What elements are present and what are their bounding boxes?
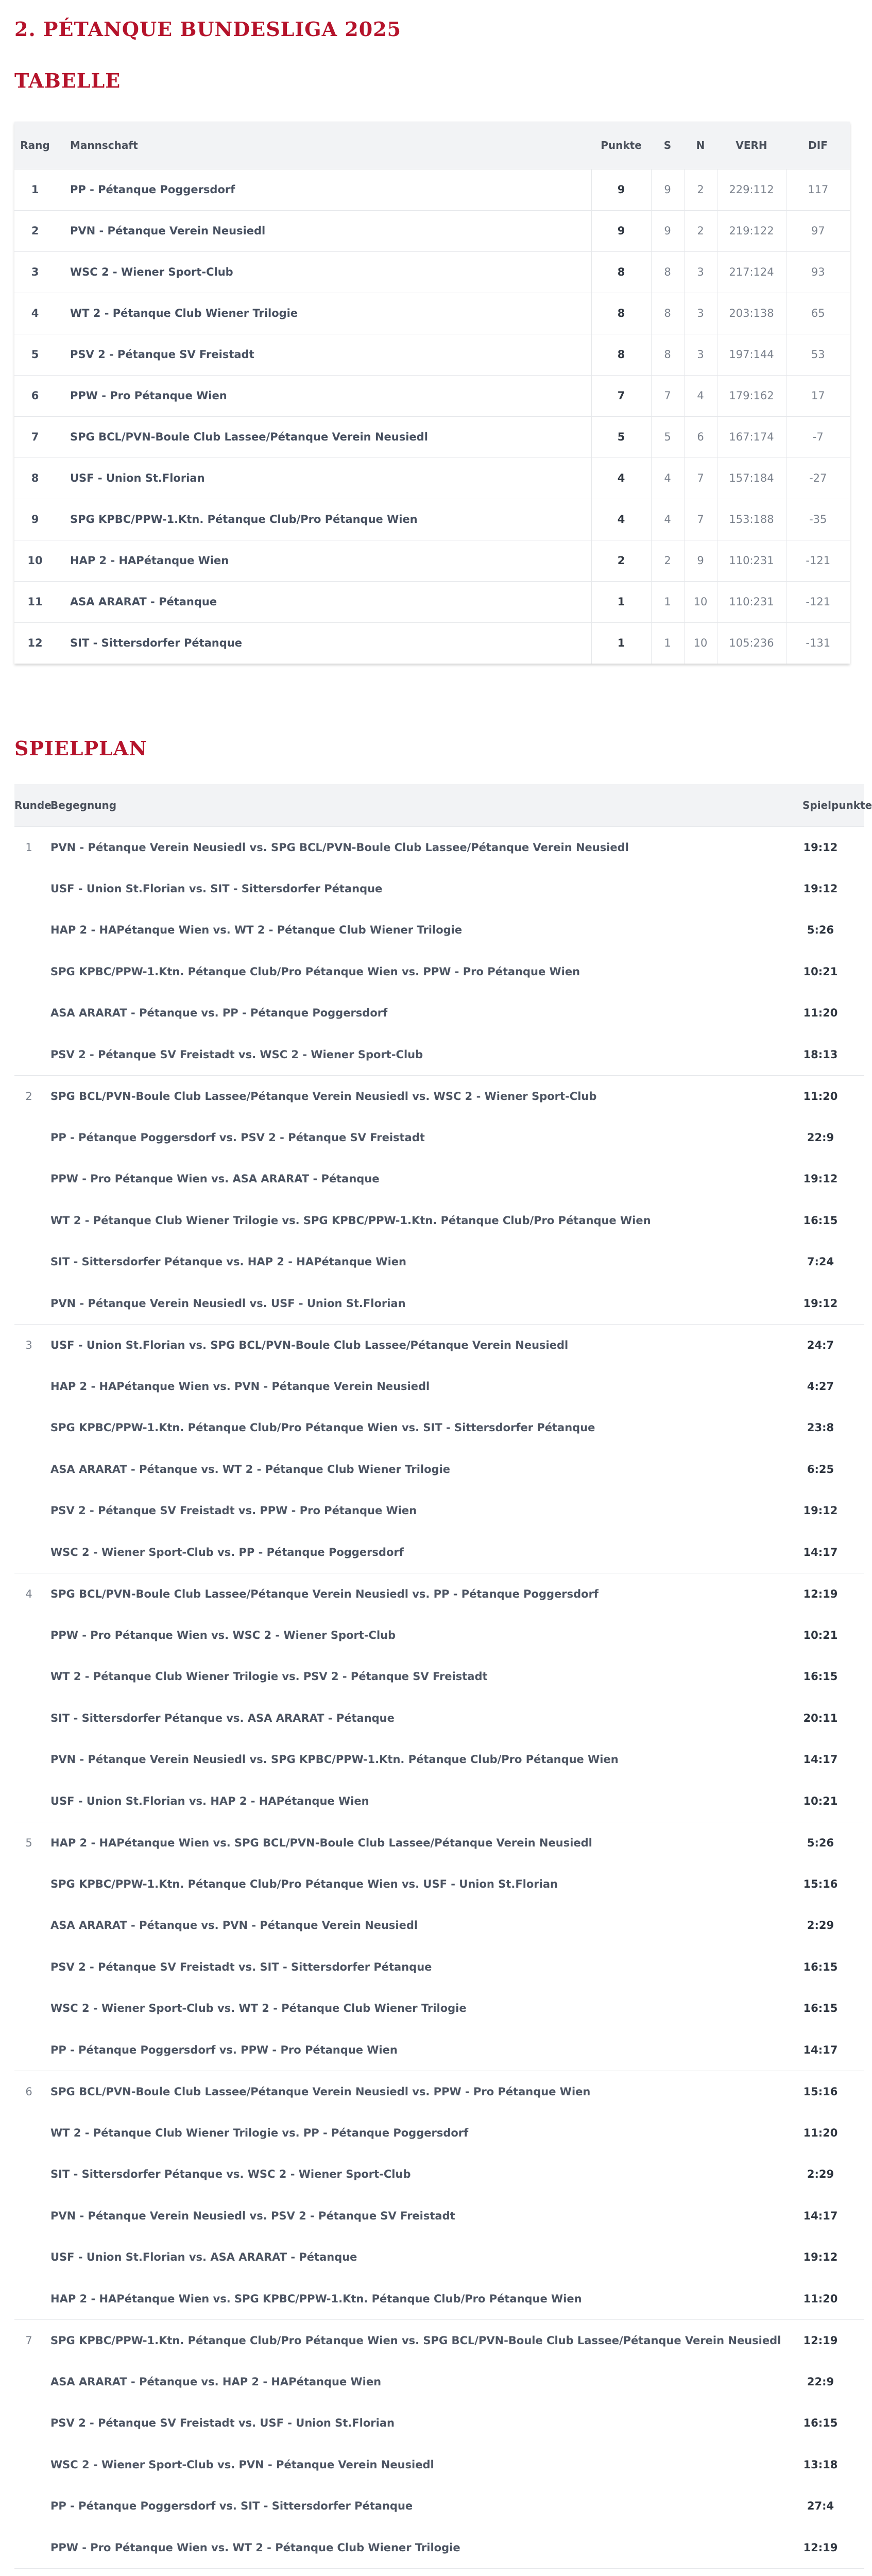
schedule-row — [14, 1075, 864, 1117]
col-wins: S — [663, 139, 672, 151]
schedule-row — [14, 1324, 864, 1366]
standings-diff: 97 — [786, 210, 850, 251]
schedule-score: 10:21 — [803, 1794, 838, 1807]
schedule-match: USF - Union St.Florian vs. ASA ARARAT - Pétanque — [50, 2251, 357, 2264]
standings-wins: 4 — [651, 499, 684, 540]
schedule-score: 19:12 — [803, 1173, 838, 1185]
schedule-round: 3 — [25, 1338, 32, 1351]
standings-team: PPW - Pro Pétanque Wien — [70, 389, 227, 402]
standings-rank: 4 — [31, 307, 39, 319]
standings-points: 5 — [591, 416, 651, 457]
schedule-round — [14, 909, 43, 951]
schedule-match: WSC 2 - Wiener Sport-Club vs. PP - Pétanque Poggersdorf — [50, 1546, 404, 1558]
schedule-match: PPW - Pro Pétanque Wien vs. WSC 2 - Wiener Sport-Club — [50, 1629, 396, 1641]
schedule-round — [14, 1158, 43, 1200]
standings-team: WT 2 - Pétanque Club Wiener Trilogie — [70, 307, 298, 319]
schedule-match: SPG KPBC/PPW-1.Ktn. Pétanque Club/Pro Pétanque Wien vs. USF - Union St.Florian — [50, 1877, 558, 1890]
schedule-score: 23:8 — [807, 1421, 834, 1434]
schedule-score: 2:29 — [807, 1919, 834, 1932]
schedule-round — [14, 2444, 43, 2486]
standings-rank: 10 — [27, 554, 43, 567]
schedule-score: 11:20 — [803, 2292, 838, 2305]
schedule-row — [14, 1158, 864, 1200]
standings-row — [14, 293, 850, 334]
standings-team: PP - Pétanque Poggersdorf — [70, 183, 235, 196]
standings-row — [14, 210, 850, 251]
standings-team: SIT - Sittersdorfer Pétanque — [70, 637, 242, 650]
standings-row — [14, 581, 850, 622]
standings-team: ASA ARARAT - Pétanque — [70, 596, 217, 608]
standings-diff: 17 — [786, 375, 850, 416]
schedule-row — [14, 2444, 864, 2486]
schedule-score: 11:20 — [803, 1007, 838, 1020]
standings-losses: 9 — [684, 540, 717, 581]
schedule-match: USF - Union St.Florian vs. SIT - Sittersdorfer Pétanque — [50, 882, 383, 895]
schedule-row — [14, 1366, 864, 1408]
standings-losses: 3 — [684, 251, 717, 293]
schedule-round: 5 — [25, 1836, 32, 1849]
standings-losses: 6 — [684, 416, 717, 457]
schedule-score: 12:19 — [803, 2541, 838, 2554]
schedule-round — [14, 1656, 43, 1698]
standings-table — [14, 122, 850, 664]
col-points: Punkte — [601, 139, 642, 151]
schedule-row — [14, 1034, 864, 1076]
schedule-match: ASA ARARAT - Pétanque vs. PVN - Pétanque Verein Neusiedl — [50, 1919, 418, 1932]
standings-team: SPG KPBC/PPW-1.Ktn. Pétanque Club/Pro Pétanque Wien — [70, 513, 418, 526]
schedule-row — [14, 1241, 864, 1283]
standings-losses: 3 — [684, 293, 717, 334]
schedule-row — [14, 2361, 864, 2403]
standings-losses: 10 — [684, 581, 717, 622]
standings-points: 1 — [591, 622, 651, 664]
standings-ratio: 153:188 — [717, 499, 786, 540]
schedule-match: ASA ARARAT - Pétanque vs. PP - Pétanque Poggersdorf — [50, 1007, 388, 1020]
standings-points: 8 — [591, 293, 651, 334]
standings-losses: 7 — [684, 499, 717, 540]
standings-row — [14, 169, 850, 210]
schedule-match: PVN - Pétanque Verein Neusiedl vs. SPG KPBC/PPW-1.Ktn. Pétanque Club/Pro Pétanque Wien — [50, 1753, 619, 1766]
schedule-score: 5:26 — [807, 1836, 834, 1849]
schedule-match: WT 2 - Pétanque Club Wiener Trilogie vs. SPG KPBC/PPW-1.Ktn. Pétanque Club/Pro Pétanque Wien — [50, 1214, 651, 1227]
standings-points: 9 — [591, 169, 651, 210]
standings-diff: -35 — [786, 499, 850, 540]
schedule-match: PSV 2 - Pétanque SV Freistadt vs. PPW - Pro Pétanque Wien — [50, 1504, 417, 1517]
standings-rank: 9 — [31, 513, 39, 526]
schedule-row — [14, 2568, 864, 2576]
schedule-match: HAP 2 - HAPétanque Wien vs. PVN - Pétanque Verein Neusiedl — [50, 1380, 430, 1393]
schedule-round — [14, 2029, 43, 2071]
col-ratio: VERH — [736, 139, 767, 151]
schedule-round — [14, 1407, 43, 1449]
schedule-match: SPG KPBC/PPW-1.Ktn. Pétanque Club/Pro Pétanque Wien vs. SIT - Sittersdorfer Pétanque — [50, 1421, 595, 1434]
schedule-header-row — [14, 784, 864, 826]
schedule-row — [14, 1781, 864, 1822]
schedule-row — [14, 2112, 864, 2154]
schedule-match: PVN - Pétanque Verein Neusiedl vs. SPG BCL/PVN-Boule Club Lassee/Pétanque Verein Neusiedl — [50, 841, 629, 854]
standings-diff: -121 — [786, 581, 850, 622]
schedule-match: SPG BCL/PVN-Boule Club Lassee/Pétanque Verein Neusiedl vs. PP - Pétanque Poggersdorf — [50, 1587, 599, 1600]
standings-wins: 1 — [651, 622, 684, 664]
standings-ratio: 157:184 — [717, 457, 786, 499]
schedule-score: 18:13 — [803, 1048, 838, 1061]
schedule-row — [14, 1946, 864, 1988]
schedule-round — [14, 2278, 43, 2320]
schedule-row — [14, 909, 864, 951]
schedule-round — [14, 1034, 43, 1076]
schedule-row — [14, 2236, 864, 2278]
schedule-match: PSV 2 - Pétanque SV Freistadt vs. USF - Union St.Florian — [50, 2417, 395, 2430]
schedule-match: HAP 2 - HAPétanque Wien vs. SPG KPBC/PPW-1.Ktn. Pétanque Club/Pro Pétanque Wien — [50, 2292, 582, 2305]
standings-team: HAP 2 - HAPétanque Wien — [70, 554, 229, 567]
standings-rank: 5 — [31, 348, 39, 361]
schedule-row — [14, 1905, 864, 1946]
standings-team: PVN - Pétanque Verein Neusiedl — [70, 225, 266, 237]
schedule-row — [14, 1863, 864, 1905]
schedule-match: PP - Pétanque Poggersdorf vs. PPW - Pro Pétanque Wien — [50, 2043, 398, 2056]
schedule-score: 5:26 — [807, 924, 834, 937]
schedule-match: WT 2 - Pétanque Club Wiener Trilogie vs. PP - Pétanque Poggersdorf — [50, 2126, 469, 2139]
schedule-score: 10:21 — [803, 1629, 838, 1641]
schedule-score: 12:19 — [803, 1587, 838, 1600]
schedule-round — [14, 992, 43, 1034]
standings-ratio: 179:162 — [717, 375, 786, 416]
schedule-round — [14, 2402, 43, 2444]
schedule-match: PP - Pétanque Poggersdorf vs. SIT - Sittersdorfer Pétanque — [50, 2500, 413, 2513]
standings-wins: 7 — [651, 375, 684, 416]
standings-row — [14, 499, 850, 540]
standings-points: 1 — [591, 581, 651, 622]
schedule-score: 16:15 — [803, 2002, 838, 2015]
schedule-score: 22:9 — [807, 1131, 834, 1144]
standings-ratio: 167:174 — [717, 416, 786, 457]
schedule-row — [14, 1615, 864, 1656]
col-diff: DIF — [808, 139, 828, 151]
page-title: 2. PÉTANQUE BUNDESLIGA 2025 — [14, 18, 402, 41]
schedule-score — [797, 2568, 864, 2576]
schedule-score: 27:4 — [807, 2500, 834, 2513]
schedule-match: PSV 2 - Pétanque SV Freistadt vs. SIT - Sittersdorfer Pétanque — [50, 1960, 432, 1973]
schedule-round — [14, 1698, 43, 1739]
standings-row — [14, 375, 850, 416]
standings-row — [14, 622, 850, 664]
standings-losses: 10 — [684, 622, 717, 664]
standings-table-card — [14, 122, 850, 664]
schedule-round — [14, 2568, 43, 2576]
schedule-round — [14, 2236, 43, 2278]
schedule-score: 19:12 — [803, 841, 838, 854]
standings-wins: 8 — [651, 293, 684, 334]
schedule-row — [14, 868, 864, 910]
schedule-round — [14, 1946, 43, 1988]
schedule-table — [14, 784, 872, 2576]
schedule-match: HAP 2 - HAPétanque Wien vs. WT 2 - Pétanque Club Wiener Trilogie — [50, 924, 463, 937]
standings-wins: 9 — [651, 169, 684, 210]
schedule-match: SPG BCL/PVN-Boule Club Lassee/Pétanque Verein Neusiedl vs. PPW - Pro Pétanque Wien — [50, 2085, 591, 2098]
schedule-match: SPG KPBC/PPW-1.Ktn. Pétanque Club/Pro Pétanque Wien vs. SPG BCL/PVN-Boule Club Lassee/Pétanque Verein Neusiedl — [50, 2334, 781, 2347]
schedule-round — [14, 2154, 43, 2195]
schedule-match: ASA ARARAT - Pétanque vs. HAP 2 - HAPétanque Wien — [50, 2375, 382, 2388]
schedule-row — [14, 2071, 864, 2112]
standings-ratio: 219:122 — [717, 210, 786, 251]
schedule-score: 14:17 — [803, 2209, 838, 2222]
schedule-row — [14, 1283, 864, 1325]
schedule-match: HAP 2 - HAPétanque Wien vs. SPG BCL/PVN-Boule Club Lassee/Pétanque Verein Neusiedl — [50, 1836, 592, 1849]
standings-rank: 12 — [27, 637, 43, 650]
schedule-round: 6 — [25, 2085, 32, 2098]
standings-wins: 2 — [651, 540, 684, 581]
col-team: Mannschaft — [70, 139, 138, 151]
schedule-row — [14, 1988, 864, 2029]
standings-diff: -7 — [786, 416, 850, 457]
col-score: Spielpunkte — [802, 799, 872, 811]
schedule-match: SIT - Sittersdorfer Pétanque vs. HAP 2 - HAPétanque Wien — [50, 1256, 406, 1268]
schedule-match: PPW - Pro Pétanque Wien vs. WT 2 - Pétanque Club Wiener Trilogie — [50, 2541, 460, 2554]
schedule-score: 6:25 — [807, 1463, 834, 1476]
standings-ratio: 229:112 — [717, 169, 786, 210]
standings-header-row — [14, 122, 850, 169]
schedule-score: 14:17 — [803, 1753, 838, 1766]
standings-losses: 2 — [684, 169, 717, 210]
standings-rank: 3 — [31, 266, 39, 278]
standings-diff: -131 — [786, 622, 850, 664]
schedule-round — [14, 1905, 43, 1946]
standings-wins: 8 — [651, 251, 684, 293]
schedule-match — [43, 2568, 797, 2576]
schedule-round — [14, 1366, 43, 1408]
schedule-score: 16:15 — [803, 1960, 838, 1973]
schedule-round — [14, 1532, 43, 1573]
schedule-round — [14, 2527, 43, 2569]
standings-losses: 3 — [684, 334, 717, 375]
schedule-row — [14, 2195, 864, 2237]
standings-row — [14, 334, 850, 375]
schedule-row — [14, 1117, 864, 1159]
schedule-score: 13:18 — [803, 2458, 838, 2471]
schedule-score: 19:12 — [803, 1504, 838, 1517]
schedule-round: 4 — [25, 1587, 32, 1600]
col-rang: Rang — [20, 139, 50, 151]
schedule-score: 11:20 — [803, 2126, 838, 2139]
schedule-row — [14, 1739, 864, 1781]
standings-rank: 1 — [31, 183, 39, 196]
schedule-round: 7 — [25, 2334, 32, 2347]
standings-points: 9 — [591, 210, 651, 251]
schedule-round — [14, 1863, 43, 1905]
standings-team: PSV 2 - Pétanque SV Freistadt — [70, 348, 254, 361]
col-losses: N — [696, 139, 705, 151]
standings-rank: 8 — [31, 472, 39, 484]
schedule-round — [14, 868, 43, 910]
schedule-score: 16:15 — [803, 1214, 838, 1227]
schedule-row — [14, 1573, 864, 1615]
schedule-row — [14, 1200, 864, 1242]
schedule-row — [14, 2402, 864, 2444]
schedule-score: 19:12 — [803, 2251, 838, 2264]
standings-diff: 53 — [786, 334, 850, 375]
schedule-score: 24:7 — [807, 1338, 834, 1351]
col-match: Begegnung — [50, 799, 117, 811]
standings-losses: 4 — [684, 375, 717, 416]
schedule-round — [14, 1739, 43, 1781]
standings-rank: 6 — [31, 389, 39, 402]
schedule-row — [14, 951, 864, 993]
schedule-row — [14, 2154, 864, 2195]
schedule-row — [14, 826, 864, 868]
schedule-match: SPG BCL/PVN-Boule Club Lassee/Pétanque Verein Neusiedl vs. WSC 2 - Wiener Sport-Club — [50, 1090, 597, 1103]
schedule-row — [14, 992, 864, 1034]
schedule-score: 19:12 — [803, 882, 838, 895]
schedule-row — [14, 1407, 864, 1449]
schedule-match: WSC 2 - Wiener Sport-Club vs. PVN - Pétanque Verein Neusiedl — [50, 2458, 434, 2471]
standings-team: SPG BCL/PVN-Boule Club Lassee/Pétanque Verein Neusiedl — [70, 431, 428, 443]
schedule-score: 19:12 — [803, 1297, 838, 1310]
standings-ratio: 110:231 — [717, 540, 786, 581]
schedule-score: 16:15 — [803, 1670, 838, 1683]
schedule-round — [14, 2485, 43, 2527]
standings-ratio: 105:236 — [717, 622, 786, 664]
standings-wins: 8 — [651, 334, 684, 375]
schedule-score: 20:11 — [803, 1711, 838, 1724]
standings-team: WSC 2 - Wiener Sport-Club — [70, 266, 233, 278]
standings-diff: 117 — [786, 169, 850, 210]
schedule-match: PSV 2 - Pétanque SV Freistadt vs. WSC 2 - Wiener Sport-Club — [50, 1048, 423, 1061]
schedule-round — [14, 1200, 43, 1242]
schedule-score: 14:17 — [803, 2043, 838, 2056]
schedule-round — [14, 951, 43, 993]
schedule-match: WSC 2 - Wiener Sport-Club vs. WT 2 - Pétanque Club Wiener Trilogie — [50, 2002, 467, 2015]
schedule-match: PVN - Pétanque Verein Neusiedl vs. PSV 2 - Pétanque SV Freistadt — [50, 2209, 455, 2222]
schedule-row — [14, 1532, 864, 1573]
standings-rank: 2 — [31, 225, 39, 237]
schedule-row — [14, 2029, 864, 2071]
schedule-row — [14, 2319, 864, 2361]
standings-row — [14, 457, 850, 499]
schedule-score: 14:17 — [803, 1546, 838, 1558]
schedule-score: 15:16 — [803, 1877, 838, 1890]
standings-row — [14, 251, 850, 293]
schedule-round — [14, 2112, 43, 2154]
schedule-row — [14, 1698, 864, 1739]
schedule-round — [14, 1449, 43, 1490]
standings-wins: 9 — [651, 210, 684, 251]
schedule-row — [14, 2278, 864, 2320]
schedule-round: 1 — [25, 841, 32, 854]
schedule-score: 7:24 — [807, 1256, 834, 1268]
standings-ratio: 217:124 — [717, 251, 786, 293]
standings-points: 2 — [591, 540, 651, 581]
standings-rank: 11 — [27, 596, 43, 608]
schedule-round — [14, 1241, 43, 1283]
standings-wins: 1 — [651, 581, 684, 622]
col-round: Runde — [14, 799, 52, 811]
schedule-row — [14, 1822, 864, 1863]
schedule-match: WT 2 - Pétanque Club Wiener Trilogie vs. PSV 2 - Pétanque SV Freistadt — [50, 1670, 488, 1683]
standings-diff: 65 — [786, 293, 850, 334]
standings-row — [14, 540, 850, 581]
schedule-round — [14, 1781, 43, 1822]
schedule-match: SPG KPBC/PPW-1.Ktn. Pétanque Club/Pro Pétanque Wien vs. PPW - Pro Pétanque Wien — [50, 965, 580, 978]
standings-losses: 2 — [684, 210, 717, 251]
schedule-match: ASA ARARAT - Pétanque vs. WT 2 - Pétanque Club Wiener Trilogie — [50, 1463, 450, 1476]
standings-diff: -27 — [786, 457, 850, 499]
schedule-score: 11:20 — [803, 1090, 838, 1103]
schedule-match: USF - Union St.Florian vs. SPG BCL/PVN-Boule Club Lassee/Pétanque Verein Neusiedl — [50, 1338, 569, 1351]
schedule-row — [14, 2527, 864, 2569]
schedule-round — [14, 1283, 43, 1325]
standings-title: TABELLE — [14, 69, 121, 92]
standings-rank: 7 — [31, 431, 39, 443]
standings-team: USF - Union St.Florian — [70, 472, 205, 484]
schedule-match: PPW - Pro Pétanque Wien vs. ASA ARARAT - Pétanque — [50, 1173, 380, 1185]
schedule-score: 15:16 — [803, 2085, 838, 2098]
schedule-match: PVN - Pétanque Verein Neusiedl vs. USF - Union St.Florian — [50, 1297, 406, 1310]
schedule-round — [14, 2361, 43, 2403]
schedule-score: 12:19 — [803, 2334, 838, 2347]
schedule-score: 2:29 — [807, 2168, 834, 2181]
standings-diff: -121 — [786, 540, 850, 581]
standings-points: 8 — [591, 334, 651, 375]
standings-diff: 93 — [786, 251, 850, 293]
schedule-score: 10:21 — [803, 965, 838, 978]
schedule-match: USF - Union St.Florian vs. HAP 2 - HAPétanque Wien — [50, 1794, 369, 1807]
schedule-match: SIT - Sittersdorfer Pétanque vs. ASA ARARAT - Pétanque — [50, 1711, 395, 1724]
schedule-row — [14, 1490, 864, 1532]
schedule-row — [14, 1449, 864, 1490]
standings-points: 8 — [591, 251, 651, 293]
schedule-round: 2 — [25, 1090, 32, 1103]
schedule-round — [14, 1490, 43, 1532]
schedule-round — [14, 1117, 43, 1159]
schedule-row — [14, 2485, 864, 2527]
schedule-round — [14, 1615, 43, 1656]
schedule-score: 22:9 — [807, 2375, 834, 2388]
standings-wins: 4 — [651, 457, 684, 499]
standings-ratio: 197:144 — [717, 334, 786, 375]
schedule-row — [14, 1656, 864, 1698]
standings-points: 7 — [591, 375, 651, 416]
standings-points: 4 — [591, 499, 651, 540]
schedule-match: PP - Pétanque Poggersdorf vs. PSV 2 - Pétanque SV Freistadt — [50, 1131, 425, 1144]
standings-wins: 5 — [651, 416, 684, 457]
schedule-score: 4:27 — [807, 1380, 834, 1393]
schedule-round — [14, 2195, 43, 2237]
standings-ratio: 110:231 — [717, 581, 786, 622]
standings-ratio: 203:138 — [717, 293, 786, 334]
standings-row — [14, 416, 850, 457]
schedule-score: 16:15 — [803, 2417, 838, 2430]
standings-losses: 7 — [684, 457, 717, 499]
schedule-match: SIT - Sittersdorfer Pétanque vs. WSC 2 - Wiener Sport-Club — [50, 2168, 411, 2181]
standings-points: 4 — [591, 457, 651, 499]
schedule-title: SPIELPLAN — [14, 737, 147, 760]
schedule-round — [14, 1988, 43, 2029]
